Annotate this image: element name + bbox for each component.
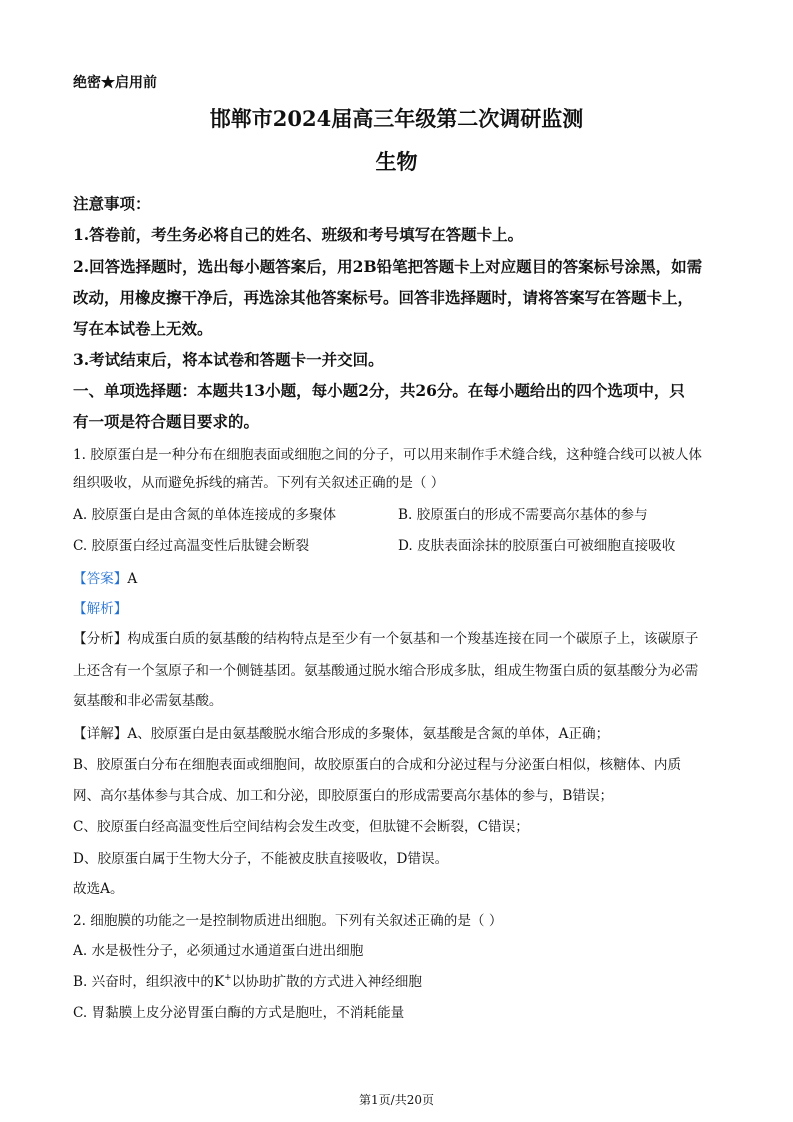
- q2-option-b-sup: +: [224, 973, 232, 983]
- q1-option-d: D. 皮肤表面涂抹的胶原蛋白可被细胞直接吸收: [398, 538, 676, 554]
- xiangjie-a: A、胶原蛋白是由氨基酸脱水缩合形成的多聚体，氨基酸是含氮的单体，A正确；: [127, 726, 610, 742]
- exam-title: 邯郸市2024届高三年级第二次调研监测: [209, 106, 584, 131]
- xiangjie-d: D、胶原蛋白属于生物大分子，不能被皮肤直接吸收，D错误。: [73, 851, 449, 867]
- q2-option-a: A. 水是极性分子，必须通过水通道蛋白进出细胞: [73, 943, 364, 959]
- q1-stem: 1. 胶原蛋白是一种分布在细胞表面或细胞之间的分子，可以用来制作手术缝合线，这种缝合线可以被人体: [73, 447, 703, 463]
- notice-item-3: 3.考试结束后，将本试卷和答题卡一并交回。: [73, 350, 384, 369]
- section-heading-cont: 有一项是符合题目要求的。: [73, 412, 260, 431]
- fenxi-tag: 【分析】: [73, 631, 128, 647]
- q2-option-b-pre: B. 兴奋时，组织液中的K: [73, 974, 225, 990]
- xiangjie-c: C、胶原蛋白经高温变性后空间结构会发生改变，但肽键不会断裂，C错误；: [73, 819, 529, 835]
- notice-heading: 注意事项：: [73, 194, 151, 213]
- q1-option-a: A. 胶原蛋白是由含氮的单体连接成的多聚体: [73, 507, 337, 523]
- q1-xiangjie: [73, 722, 609, 742]
- q2-option-c: C. 胃黏膜上皮分泌胃蛋白酶的方式是胞吐，不消耗能量: [73, 1005, 405, 1021]
- q1-option-c: C. 胶原蛋白经过高温变性后肽键会断裂: [73, 538, 310, 554]
- xiangjie-tag: 【详解】: [73, 726, 128, 742]
- notice-item-2-cont: 改动，用橡皮擦干净后，再选涂其他答案标号。回答非选择题时，请将答案写在答题卡上，: [73, 288, 694, 307]
- q1-fenxi: [73, 627, 698, 647]
- q1-option-b: B. 胶原蛋白的形成不需要高尔基体的参与: [398, 507, 648, 523]
- answer-value: A: [127, 571, 138, 587]
- subject-title: 生物: [375, 149, 418, 174]
- confidential-label: 绝密★启用前: [73, 75, 157, 91]
- q1-conclusion: 故选A。: [73, 881, 124, 897]
- q2-option-b-post: 以协助扩散的方式进入神经细胞: [231, 974, 422, 990]
- xiangjie-b: B、胶原蛋白分布在细胞表面或细胞间，故胶原蛋白的合成和分泌过程与分泌蛋白相似，核糖体、内质: [73, 757, 682, 773]
- section-heading: 一、单项选择题：本题共13小题，每小题2分，共26分。在每小题给出的四个选项中，只: [73, 381, 685, 400]
- page-footer: 第1页/共20页: [359, 1093, 434, 1107]
- xiangjie-b-cont: 网、高尔基体参与其合成、加工和分泌，即胶原蛋白的形成需要高尔基体的参与，B错误；: [73, 788, 614, 804]
- notice-item-1: 1.答卷前，考生务必将自己的姓名、班级和考号填写在答题卡上。: [73, 225, 524, 244]
- q2-stem: 2. 细胞膜的功能之一是控制物质进出细胞。下列有关叙述正确的是（ ）: [73, 913, 503, 929]
- notice-item-2: 2.回答选择题时，选出每小题答案后，用2B铅笔把答题卡上对应题目的答案标号涂黑，如需: [73, 257, 703, 276]
- q1-fenxi-end: 氨基酸和非必需氨基酸。: [73, 693, 223, 709]
- q1-answer: [73, 567, 137, 587]
- q1-stem-cont: 组织吸收，从而避免拆线的痛苦。下列有关叙述正确的是（ ）: [73, 475, 445, 491]
- q1-fenxi-cont: 上还含有一个氢原子和一个侧链基团。氨基酸通过脱水缩合形成多肽，组成生物蛋白质的氨基酸分为必需: [73, 663, 699, 679]
- answer-tag: 【答案】: [73, 571, 128, 587]
- q2-option-b: [73, 970, 422, 990]
- analysis-tag: 【解析】: [73, 601, 128, 617]
- fenxi-text: 构成蛋白质的氨基酸的结构特点是至少有一个氨基和一个羧基连接在同一个碳原子上，该碳原子: [127, 631, 699, 647]
- notice-item-2-end: 写在本试卷上无效。: [73, 319, 213, 338]
